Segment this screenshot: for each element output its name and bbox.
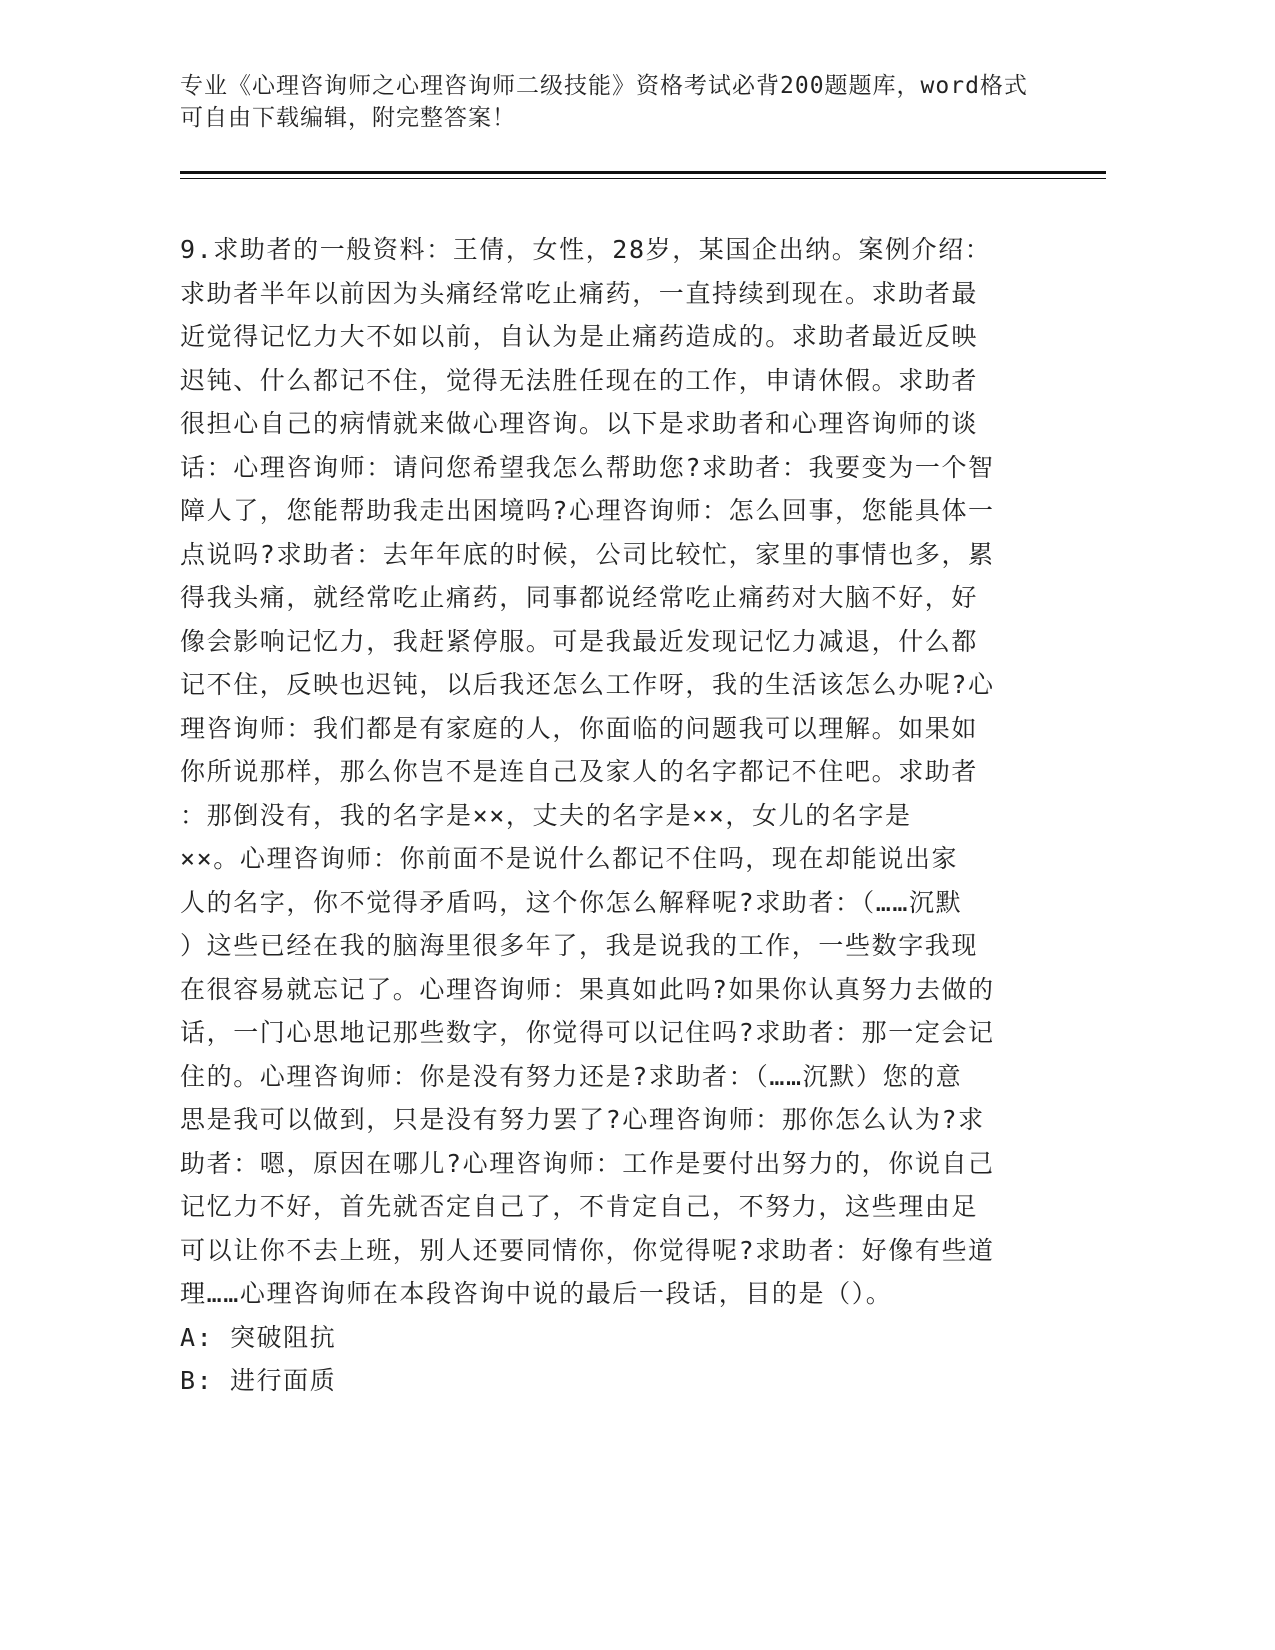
question-text-line: 记忆力不好，首先就否定自己了，不肯定自己，不努力，这些理由足 bbox=[180, 1192, 979, 1221]
question-text-line: ：那倒没有，我的名字是××，丈夫的名字是××，女儿的名字是 bbox=[180, 800, 912, 830]
question-text-line: 在很容易就忘记了。心理咨询师：果真如此吗?如果你认真努力去做的 bbox=[180, 974, 995, 1004]
question-text-line: 你所说那样，那么你岂不是连自己及家人的名字都记不住吧。求助者 bbox=[180, 757, 979, 786]
answer-option: A: 突破阻抗 bbox=[180, 1322, 337, 1352]
question-text-line: 理……心理咨询师在本段咨询中说的最后一段话，目的是（）。 bbox=[180, 1279, 893, 1308]
question-text-line: 话，一门心思地记那些数字，你觉得可以记住吗?求助者：那一定会记 bbox=[180, 1018, 995, 1047]
question-text-line: 求助者半年以前因为头痛经常吃止痛药，一直持续到现在。求助者最 bbox=[180, 278, 979, 308]
question-text-line: 点说吗?求助者：去年年底的时候，公司比较忙，家里的事情也多，累 bbox=[180, 539, 995, 569]
document-header bbox=[180, 70, 1040, 134]
header-divider-thin bbox=[180, 178, 1106, 179]
question-text-line: 像会影响记忆力，我赶紧停服。可是我最近发现记忆力减退，什么都 bbox=[180, 626, 979, 656]
question-text-line: 可以让你不去上班，别人还要同情你，你觉得呢?求助者：好像有些道 bbox=[180, 1235, 995, 1265]
question-text-line: 9.求助者的一般资料：王倩，女性，28岁，某国企出纳。案例介绍： bbox=[180, 235, 992, 264]
question-text-line: 理咨询师：我们都是有家庭的人，你面临的问题我可以理解。如果如 bbox=[180, 713, 979, 743]
header-line: 专业《心理咨询师之心理咨询师二级技能》资格考试必背200题题库，word格式 bbox=[180, 73, 1028, 99]
question-text-line: 话：心理咨询师：请问您希望我怎么帮助您?求助者：我要变为一个智 bbox=[180, 452, 995, 482]
question-text-line: 助者：嗯，原因在哪儿?心理咨询师：工作是要付出努力的，你说自己 bbox=[180, 1148, 995, 1178]
question-text-line: 障人了，您能帮助我走出困境吗?心理咨询师：怎么回事，您能具体一 bbox=[180, 496, 995, 525]
question-text-line: 住的。心理咨询师：你是没有努力还是?求助者：（……沉默）您的意 bbox=[180, 1061, 963, 1091]
answer-option: B: 进行面质 bbox=[180, 1366, 337, 1395]
question-text-line: ××。心理咨询师：你前面不是说什么都记不住吗，现在却能说出家 bbox=[180, 844, 959, 873]
question-text-line: 人的名字，你不觉得矛盾吗，这个你怎么解释呢?求助者：（……沉默 bbox=[180, 887, 963, 917]
header-line: 可自由下载编辑，附完整答案！ bbox=[180, 105, 516, 131]
question-text-line: 记不住，反映也迟钝，以后我还怎么工作呀，我的生活该怎么办呢?心 bbox=[180, 670, 995, 699]
header-divider-thick bbox=[180, 171, 1106, 174]
question-text-line: 思是我可以做到，只是没有努力罢了?心理咨询师：那你怎么认为?求 bbox=[180, 1105, 985, 1134]
question-text-line: 近觉得记忆力大不如以前，自认为是止痛药造成的。求助者最近反映 bbox=[180, 322, 979, 351]
question-text-line: 很担心自己的病情就来做心理咨询。以下是求助者和心理咨询师的谈 bbox=[180, 409, 979, 438]
question-text-line: 迟钝、什么都记不住，觉得无法胜任现在的工作，申请休假。求助者 bbox=[180, 365, 979, 395]
question-block bbox=[180, 228, 995, 1403]
question-text-line: 得我头痛，就经常吃止痛药，同事都说经常吃止痛药对大脑不好，好 bbox=[180, 583, 979, 612]
question-text-line: ）这些已经在我的脑海里很多年了，我是说我的工作，一些数字我现 bbox=[180, 931, 979, 960]
